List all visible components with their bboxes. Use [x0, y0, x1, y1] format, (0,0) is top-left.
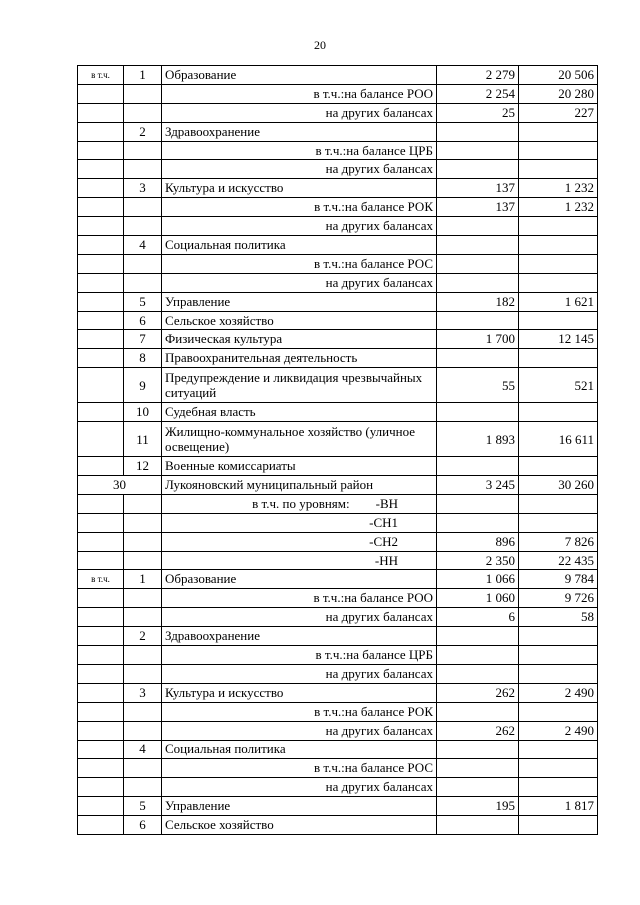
row-name-cell — [162, 273, 437, 292]
row-number-cell — [124, 273, 162, 292]
row-tag-cell — [78, 422, 124, 457]
table-row — [78, 608, 598, 627]
row-name-cell — [162, 664, 437, 683]
table-row — [78, 403, 598, 422]
row-name-cell: Военные комиссариаты — [162, 457, 437, 476]
value-col-2-cell: 1 621 — [519, 292, 598, 311]
level-name: -НН — [374, 552, 398, 568]
value-col-1-cell: 1 060 — [437, 589, 519, 608]
value-col-1-cell: 6 — [437, 608, 519, 627]
row-number-cell: 1 — [124, 570, 162, 589]
row-name-cell — [162, 702, 437, 721]
row-name-cell: Социальная политика — [162, 740, 437, 759]
row-number-cell — [124, 759, 162, 778]
row-number-cell — [124, 198, 162, 217]
row-number-cell: 3 — [124, 683, 162, 702]
table-row — [78, 254, 598, 273]
including-label: в т.ч.: — [313, 590, 345, 606]
value-col-1-cell — [437, 627, 519, 646]
value-col-2-cell — [519, 160, 598, 179]
row-name-cell — [162, 778, 437, 797]
row-name-cell: Здравоохранение — [162, 627, 437, 646]
value-col-2-cell — [519, 513, 598, 532]
table-row — [78, 330, 598, 349]
row-number-cell: 6 — [124, 816, 162, 835]
value-col-2-cell — [519, 646, 598, 665]
row-name-cell — [162, 646, 437, 665]
row-name-cell — [162, 589, 437, 608]
including-label: в т.ч.: — [314, 703, 345, 719]
value-col-1-cell: 195 — [437, 797, 519, 816]
row-number-cell — [124, 646, 162, 665]
row-number-cell — [124, 103, 162, 122]
row-tag-cell — [78, 532, 124, 551]
table-row — [78, 683, 598, 702]
row-number-cell: 8 — [124, 349, 162, 368]
sub-item-name: на других балансах — [325, 609, 433, 625]
value-col-2-cell — [519, 403, 598, 422]
table-row — [78, 778, 598, 797]
row-tag-cell — [78, 403, 124, 422]
level-name: -СН1 — [369, 514, 398, 530]
row-number-cell: 4 — [124, 236, 162, 255]
row-number-cell — [124, 532, 162, 551]
row-number-cell — [124, 84, 162, 103]
table-row — [78, 646, 598, 665]
row-tag-cell — [78, 254, 124, 273]
row-number-cell: 2 — [124, 122, 162, 141]
value-col-2-cell — [519, 664, 598, 683]
row-tag-cell — [78, 292, 124, 311]
row-tag-cell — [78, 349, 124, 368]
row-name-cell — [162, 721, 437, 740]
row-name-cell: Социальная политика — [162, 236, 437, 255]
sub-item-name: на других балансах — [325, 218, 433, 234]
row-tag-cell: в т.ч. — [78, 66, 124, 85]
row-number-cell: 3 — [124, 179, 162, 198]
value-col-2-cell — [519, 816, 598, 835]
row-number-cell — [124, 778, 162, 797]
value-col-2-cell — [519, 236, 598, 255]
row-number-cell: 12 — [124, 457, 162, 476]
row-tag-cell — [78, 702, 124, 721]
including-label: в т.ч.: — [313, 85, 345, 101]
value-col-1-cell — [437, 494, 519, 513]
sub-item-name: на балансе РОО — [344, 590, 433, 606]
value-col-1-cell: 182 — [437, 292, 519, 311]
value-col-2-cell: 58 — [519, 608, 598, 627]
sub-item-name: на балансе РОС — [344, 760, 433, 776]
sub-item-name: на балансе ЦРБ — [346, 142, 433, 158]
sub-item-name: на других балансах — [325, 104, 433, 120]
value-col-1-cell: 137 — [437, 198, 519, 217]
table-row — [78, 589, 598, 608]
including-label: в т.ч.: — [314, 255, 345, 271]
table-row — [78, 457, 598, 476]
row-tag-cell — [78, 179, 124, 198]
row-number-cell: 7 — [124, 330, 162, 349]
value-col-1-cell — [437, 236, 519, 255]
value-col-2-cell: 1 817 — [519, 797, 598, 816]
row-name-cell: Культура и искусство — [162, 683, 437, 702]
row-tag-cell — [78, 494, 124, 513]
row-tag-cell — [78, 627, 124, 646]
row-name-cell: Управление — [162, 797, 437, 816]
value-col-1-cell: 2 254 — [437, 84, 519, 103]
value-col-1-cell — [437, 513, 519, 532]
row-tag-cell — [78, 664, 124, 683]
row-number-cell: 4 — [124, 740, 162, 759]
table-row — [78, 292, 598, 311]
value-col-2-cell: 9 726 — [519, 589, 598, 608]
value-col-1-cell: 2 279 — [437, 66, 519, 85]
row-tag-cell — [78, 797, 124, 816]
row-tag-cell — [78, 84, 124, 103]
row-name-cell — [162, 532, 437, 551]
value-col-1-cell — [437, 122, 519, 141]
including-label: в т.ч.: — [315, 142, 347, 158]
table-row — [78, 740, 598, 759]
table-row — [78, 570, 598, 589]
value-col-2-cell: 7 826 — [519, 532, 598, 551]
sub-item-name: на других балансах — [325, 665, 433, 681]
value-col-2-cell — [519, 122, 598, 141]
row-number-cell — [124, 494, 162, 513]
row-number-cell: 2 — [124, 627, 162, 646]
sub-item-name: на других балансах — [325, 779, 433, 795]
row-name-cell — [162, 84, 437, 103]
table-row — [78, 797, 598, 816]
row-name-cell: Управление — [162, 292, 437, 311]
row-name-cell: Культура и искусство — [162, 179, 437, 198]
table-row — [78, 664, 598, 683]
row-tag-cell — [78, 457, 124, 476]
value-col-2-cell — [519, 778, 598, 797]
row-name-cell — [162, 254, 437, 273]
row-number-cell: 9 — [124, 368, 162, 403]
table-row — [78, 368, 598, 403]
row-tag-cell — [78, 122, 124, 141]
value-col-1-cell: 3 245 — [437, 476, 519, 495]
row-tag-cell — [78, 103, 124, 122]
row-number-cell — [124, 254, 162, 273]
row-number-cell — [124, 608, 162, 627]
row-tag-cell — [78, 368, 124, 403]
row-name-cell — [162, 217, 437, 236]
table-row — [78, 349, 598, 368]
value-col-2-cell — [519, 494, 598, 513]
row-number-cell — [124, 702, 162, 721]
row-tag-cell — [78, 236, 124, 255]
including-label: в т.ч.: — [314, 199, 345, 215]
row-number-cell: 11 — [124, 422, 162, 457]
value-col-2-cell: 20 280 — [519, 84, 598, 103]
value-col-1-cell — [437, 349, 519, 368]
value-col-1-cell: 55 — [437, 368, 519, 403]
table-row — [78, 816, 598, 835]
row-name-cell — [162, 198, 437, 217]
table-row — [78, 513, 598, 532]
value-col-2-cell: 9 784 — [519, 570, 598, 589]
value-col-1-cell — [437, 403, 519, 422]
value-col-1-cell: 1 066 — [437, 570, 519, 589]
table-row — [78, 66, 598, 85]
sub-item-name: на других балансах — [325, 722, 433, 738]
value-col-1-cell: 896 — [437, 532, 519, 551]
row-number-cell: 1 — [124, 66, 162, 85]
row-name-cell — [162, 103, 437, 122]
value-col-2-cell — [519, 141, 598, 160]
value-col-2-cell — [519, 457, 598, 476]
table-row — [78, 141, 598, 160]
sub-item-name: на балансе РОК — [344, 703, 433, 719]
row-name-cell: Здравоохранение — [162, 122, 437, 141]
row-tag-cell — [78, 759, 124, 778]
table-row — [78, 311, 598, 330]
row-tag-cell — [78, 721, 124, 740]
value-col-1-cell — [437, 141, 519, 160]
value-col-1-cell — [437, 702, 519, 721]
row-name-cell: Сельское хозяйство — [162, 311, 437, 330]
value-col-2-cell: 12 145 — [519, 330, 598, 349]
value-col-2-cell: 30 260 — [519, 476, 598, 495]
sub-item-name: на других балансах — [325, 161, 433, 177]
row-tag-cell — [78, 608, 124, 627]
row-number-cell: 10 — [124, 403, 162, 422]
row-tag-cell — [78, 646, 124, 665]
table-row — [78, 494, 598, 513]
value-col-2-cell: 1 232 — [519, 198, 598, 217]
value-col-1-cell — [437, 646, 519, 665]
level-name: -ВН — [375, 495, 398, 511]
table-row — [78, 217, 598, 236]
including-label: в т.ч.: — [314, 760, 345, 776]
value-col-1-cell — [437, 778, 519, 797]
row-name-cell — [162, 494, 437, 513]
row-tag-cell — [78, 330, 124, 349]
row-name-cell: Образование — [162, 66, 437, 85]
value-col-1-cell: 25 — [437, 103, 519, 122]
row-name-cell: Правоохранительная деятельность — [162, 349, 437, 368]
value-col-1-cell — [437, 254, 519, 273]
value-col-2-cell: 227 — [519, 103, 598, 122]
value-col-1-cell: 262 — [437, 683, 519, 702]
value-col-1-cell — [437, 759, 519, 778]
value-col-1-cell: 1 893 — [437, 422, 519, 457]
row-number-cell — [124, 217, 162, 236]
sub-item-name: на других балансах — [325, 274, 433, 290]
row-tag-cell — [78, 311, 124, 330]
row-name-cell: Жилищно-коммунальное хозяйство (уличное освещение) — [162, 422, 437, 457]
sub-item-name: на балансе РОС — [344, 255, 433, 271]
row-number-cell — [124, 551, 162, 570]
including-label: в т.ч.: — [315, 646, 347, 662]
table-row — [78, 198, 598, 217]
value-col-1-cell — [437, 457, 519, 476]
table-row — [78, 160, 598, 179]
row-name-cell — [162, 759, 437, 778]
row-number-cell: 5 — [124, 797, 162, 816]
value-col-2-cell: 16 611 — [519, 422, 598, 457]
row-number-cell — [124, 160, 162, 179]
value-col-1-cell — [437, 160, 519, 179]
row-name-cell — [162, 141, 437, 160]
row-tag-cell — [78, 513, 124, 532]
region-code-cell: 30 — [78, 476, 162, 495]
value-col-2-cell: 22 435 — [519, 551, 598, 570]
table-row — [78, 702, 598, 721]
value-col-1-cell: 2 350 — [437, 551, 519, 570]
row-number-cell: 6 — [124, 311, 162, 330]
row-name-cell — [162, 160, 437, 179]
value-col-1-cell — [437, 740, 519, 759]
value-col-1-cell: 137 — [437, 179, 519, 198]
row-name-cell: Предупреждение и ликвидация чрезвычайных ситуаций — [162, 368, 437, 403]
table-row — [78, 273, 598, 292]
sub-item-name: на балансе РОК — [344, 199, 433, 215]
value-col-2-cell: 2 490 — [519, 683, 598, 702]
table-row — [78, 476, 598, 495]
row-number-cell — [124, 141, 162, 160]
value-col-2-cell: 20 506 — [519, 66, 598, 85]
value-col-1-cell — [437, 273, 519, 292]
value-col-1-cell: 1 700 — [437, 330, 519, 349]
row-tag-cell — [78, 273, 124, 292]
row-number-cell — [124, 589, 162, 608]
row-tag-cell — [78, 217, 124, 236]
table-body — [78, 66, 598, 835]
row-tag-cell — [78, 589, 124, 608]
row-name-cell: Сельское хозяйство — [162, 816, 437, 835]
row-number-cell — [124, 513, 162, 532]
table-row — [78, 759, 598, 778]
row-number-cell — [124, 664, 162, 683]
value-col-1-cell — [437, 816, 519, 835]
value-col-1-cell — [437, 311, 519, 330]
sub-item-name: на балансе РОО — [344, 85, 433, 101]
value-col-2-cell — [519, 627, 598, 646]
table-row — [78, 532, 598, 551]
including-label: в т.ч. по уровням: — [252, 495, 350, 511]
value-col-2-cell — [519, 217, 598, 236]
row-tag-cell — [78, 551, 124, 570]
value-col-2-cell — [519, 254, 598, 273]
table-row — [78, 721, 598, 740]
row-tag-cell — [78, 740, 124, 759]
page-number: 20 — [314, 38, 326, 52]
value-col-2-cell — [519, 273, 598, 292]
row-name-cell: Образование — [162, 570, 437, 589]
row-number-cell: 5 — [124, 292, 162, 311]
row-tag-cell — [78, 816, 124, 835]
value-col-2-cell: 1 232 — [519, 179, 598, 198]
value-col-2-cell — [519, 349, 598, 368]
region-name-cell: Лукояновский муниципальный район — [162, 476, 437, 495]
value-col-1-cell — [437, 664, 519, 683]
table-row — [78, 627, 598, 646]
value-col-2-cell — [519, 759, 598, 778]
value-col-2-cell — [519, 311, 598, 330]
table-row — [78, 551, 598, 570]
table-row — [78, 122, 598, 141]
row-name-cell — [162, 608, 437, 627]
value-col-1-cell — [437, 217, 519, 236]
row-name-cell — [162, 551, 437, 570]
row-tag-cell — [78, 141, 124, 160]
value-col-2-cell: 2 490 — [519, 721, 598, 740]
table-row — [78, 179, 598, 198]
table-row — [78, 236, 598, 255]
row-number-cell — [124, 721, 162, 740]
row-tag-cell: в т.ч. — [78, 570, 124, 589]
value-col-2-cell: 521 — [519, 368, 598, 403]
row-tag-cell — [78, 778, 124, 797]
value-col-2-cell — [519, 740, 598, 759]
table-row — [78, 84, 598, 103]
value-col-1-cell: 262 — [437, 721, 519, 740]
value-col-2-cell — [519, 702, 598, 721]
budget-table — [77, 65, 598, 835]
table-row — [78, 103, 598, 122]
sub-item-name: на балансе ЦРБ — [346, 646, 433, 662]
row-name-cell: Судебная власть — [162, 403, 437, 422]
table-row — [78, 422, 598, 457]
row-name-cell — [162, 513, 437, 532]
row-name-cell: Физическая культура — [162, 330, 437, 349]
row-tag-cell — [78, 683, 124, 702]
level-name: -СН2 — [369, 533, 398, 549]
row-tag-cell — [78, 198, 124, 217]
row-tag-cell — [78, 160, 124, 179]
